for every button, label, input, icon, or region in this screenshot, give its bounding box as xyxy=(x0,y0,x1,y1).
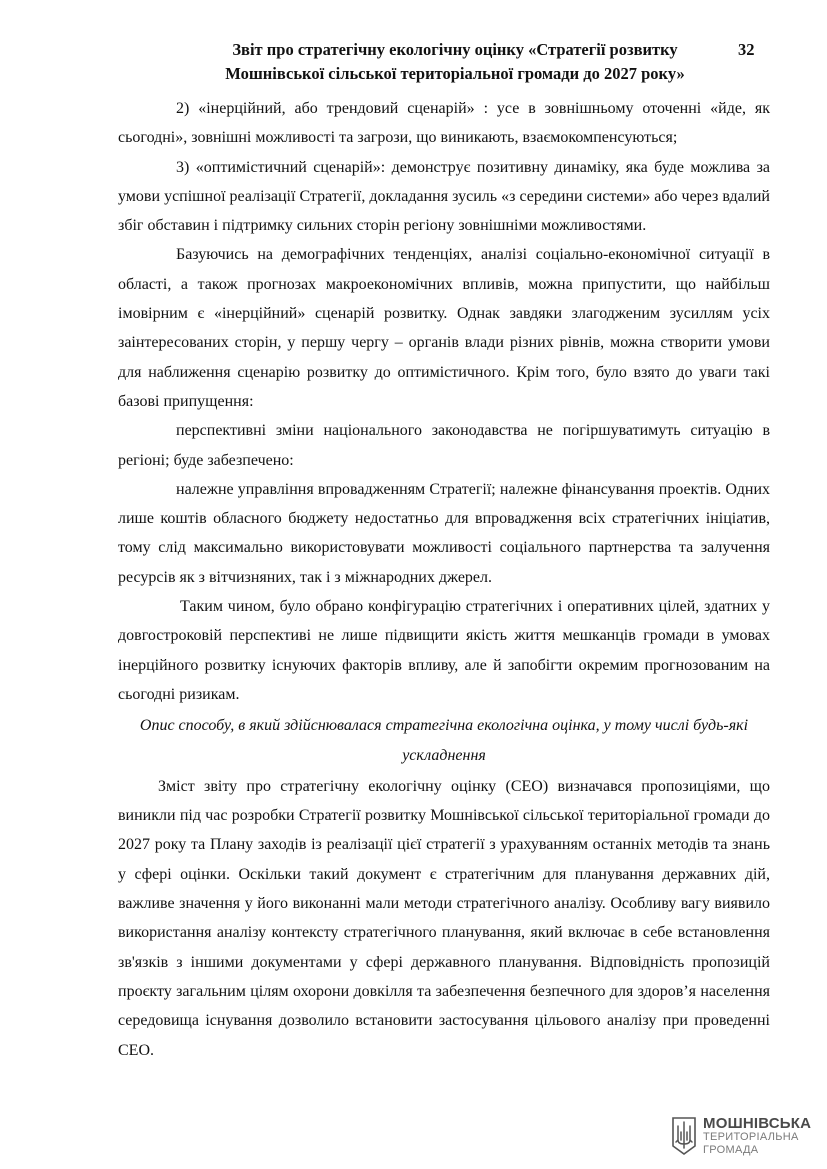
paragraph-legislation: перспективні зміни національного законодавства не погіршуватимуть ситуацію в регіоні; буде забезпечено: xyxy=(118,422,770,469)
paragraph-conclusion: Таким чином, було обрано конфігурацію стратегічних і оперативних цілей, здатних у довгостроковій перспективі не лише підвищити якість життя мешканців громади в умовах інерційного розвитку існуючих факторів впливу, але й запобігти окремим прогнозованим на сьогодні ризикам. xyxy=(118,598,770,703)
paragraph-scenario-3: 3) «оптимістичний сценарій»: демонструє позитивну динаміку, яка буде можлива за умови успішної реалізації Стратегії, докладання зусиль «з середини системи» або через вдалий збіг обставин і підтримку сильних сторін регіону зовнішніми можливостями. xyxy=(118,158,770,235)
page-header xyxy=(200,38,710,86)
paragraph-scenario-2: 2) «інерційний, або трендовий сценарій» : усе в зовнішньому оточенні «йде, як сьогодні», зовнішні можливості та загрози, що виникають, взаємокомпенсуються; xyxy=(118,100,770,147)
logo-line-3: ГРОМАДА xyxy=(703,1144,759,1156)
header-title-line1: Звіт про стратегічну екологічну оцінку «Стратегії розвитку xyxy=(232,40,678,59)
section-heading: Опис способу, в який здійснювалася стратегічна екологічна оцінка, у тому числі будь-які ускладнення xyxy=(139,717,749,764)
paragraph-ceo-content: Зміст звіту про стратегічну екологічну оцінку (СЕО) визначався пропозиціями, що виникли під час розробки Стратегії розвитку Мошнівської сільської територіальної громади до 2027 року та Плану заходів із реалізації цієї стратегії з урахуванням останніх методів та знань у сфері оцінки. Оскільки такий документ є стратегічним для планування державних дій, важливе значення у його виконанні мали методи стратегічного аналізу. Особливу вагу виявило використання аналізу контексту стратегічного планування, який включає в себе встановлення зв'язків з іншими документами у сфері державного планування. Відповідність пропозицій проєкту загальним цілям охорони довкілля та забезпечення безпечного для здоров’я населення середовища існування дозволило встановити застосування цільового аналізу при проведенні СЕО. xyxy=(118,777,770,1059)
header-title-line2: Мошнівської сільської територіальної громади до 2027 року» xyxy=(225,64,685,83)
logo-line-1: МОШНІВСЬКА xyxy=(703,1115,812,1132)
trident-emblem-icon xyxy=(670,1116,698,1156)
logo-text xyxy=(703,1116,811,1157)
paragraph-management: належне управління впровадженням Стратегії; належне фінансування проектів. Одних лише коштів обласного бюджету недостатньо для впровадження всіх стратегічних ініціатив, тому слід максимально використовувати можливості соціального партнерства та залучення ресурсів як з вітчизняних, так і з міжнародних джерел. xyxy=(118,480,770,586)
logo-line-2: ТЕРИТОРІАЛЬНА xyxy=(703,1131,799,1143)
paragraph-assumptions: Базуючись на демографічних тенденціях, аналізі соціально-економічної ситуації в області, а також прогнозах макроекономічних впливів, можна припустити, що найбільш імовірним є «інерційний» сценарій розвитку. Однак завдяки злагодженим зусиллям усіх заінтересованих сторін, у першу чергу – органів влади різних рівнів, можна створити умови для наближення сценарію розвитку до оптимістичного. Крім того, було взято до уваги такі базові припущення: xyxy=(118,246,770,410)
body-text xyxy=(118,94,770,1065)
community-logo xyxy=(670,1116,811,1157)
page-number: 32 xyxy=(738,40,755,59)
